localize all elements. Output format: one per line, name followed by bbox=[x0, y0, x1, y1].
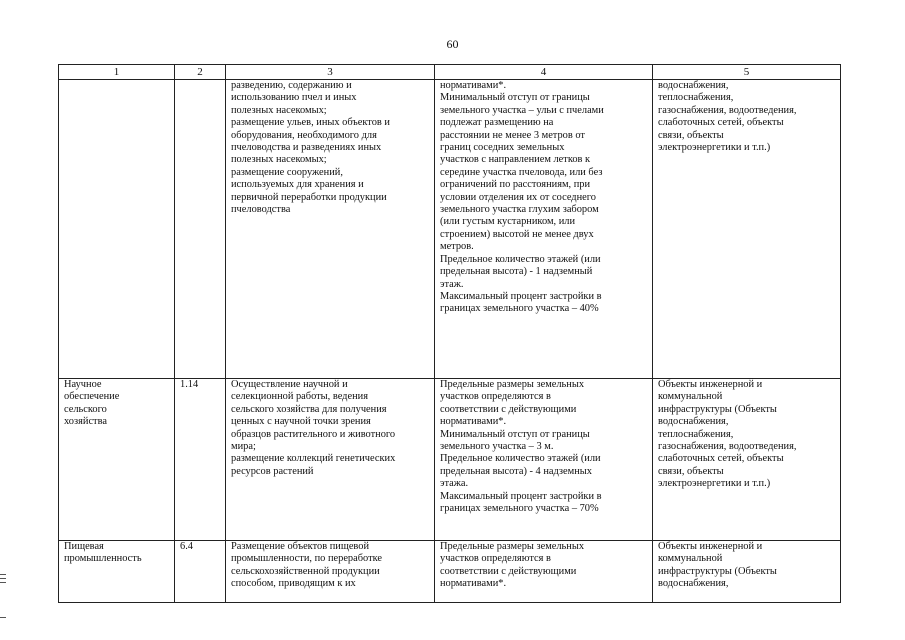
cell-line: земельного участка – 3 м. bbox=[440, 441, 554, 453]
cell-code bbox=[175, 379, 226, 541]
cell-line: соответствии с действующими bbox=[440, 403, 577, 415]
column-header: 5 bbox=[653, 65, 841, 80]
column-header: 2 bbox=[175, 65, 226, 80]
cell-infrastructure bbox=[653, 80, 841, 379]
cell-infrastructure bbox=[653, 379, 841, 541]
cell-parameters bbox=[435, 541, 653, 603]
cell-line: коммунальной bbox=[658, 391, 723, 403]
cell-description bbox=[226, 541, 435, 603]
cell-parameters bbox=[435, 80, 653, 379]
cell-line: метров. bbox=[440, 241, 474, 253]
cell-line: сельского bbox=[64, 403, 107, 415]
cell-line: способом, приводящим к их bbox=[231, 578, 356, 590]
cell-infrastructure bbox=[653, 541, 841, 603]
cell-line: этажа. bbox=[440, 478, 469, 490]
cell-line: строением) высотой не менее двух bbox=[440, 228, 594, 240]
cell-line: нормативами*. bbox=[440, 578, 507, 590]
cell-line: Размещение объектов пищевой bbox=[231, 541, 370, 552]
cell-line: земельного участка – ульи с пчелами bbox=[440, 104, 604, 116]
cell-land-use-name bbox=[59, 379, 175, 541]
cell-line: инфраструктуры (Объекты bbox=[658, 565, 777, 577]
cell-line: участков определяются в bbox=[440, 391, 551, 403]
cell-line: мира; bbox=[231, 441, 256, 453]
cell-line: предельная высота) - 4 надземных bbox=[440, 465, 592, 477]
cell-line: газоснабжения, водоотведения, bbox=[658, 104, 797, 116]
table-row bbox=[59, 379, 841, 541]
cell-line: расстоянии не менее 3 метров от bbox=[440, 129, 585, 141]
cell-parameters bbox=[435, 379, 653, 541]
cell-land-use-name bbox=[59, 541, 175, 603]
cell-code bbox=[175, 541, 226, 603]
cell-line: ценных с научной точки зрения bbox=[231, 416, 371, 428]
cell-line: 6.4 bbox=[180, 541, 193, 552]
cell-line: слаботочных сетей, объекты bbox=[658, 453, 784, 465]
cell-line: используемых для хранения и bbox=[231, 179, 364, 191]
cell-line: Минимальный отступ от границы bbox=[440, 92, 590, 104]
cell-line: слаботочных сетей, объекты bbox=[658, 117, 784, 129]
cell-line: Минимальный отступ от границы bbox=[440, 428, 590, 440]
cell-code bbox=[175, 80, 226, 379]
cell-line: теплоснабжения, bbox=[658, 92, 734, 104]
cell-line: этаж. bbox=[440, 278, 464, 290]
cell-line: ограничений по расстояниям, при bbox=[440, 179, 591, 191]
cell-line: водоснабжения, bbox=[658, 578, 729, 590]
cell-line: размещение сооружений, bbox=[231, 166, 343, 178]
cell-line: связи, объекты bbox=[658, 129, 724, 141]
cell-line: газоснабжения, водоотведения, bbox=[658, 441, 797, 453]
cell-line: Объекты инженерной и bbox=[658, 379, 763, 390]
cell-line: первичной переработки продукции bbox=[231, 191, 387, 203]
cell-line: хозяйства bbox=[64, 416, 107, 428]
cell-line: Осуществление научной и bbox=[231, 379, 348, 390]
cell-line: пчеловодства bbox=[231, 204, 291, 216]
scan-edge-mark bbox=[0, 617, 6, 618]
cell-line: теплоснабжения, bbox=[658, 428, 734, 440]
cell-line: Предельные размеры земельных bbox=[440, 379, 585, 390]
scan-edge-mark bbox=[0, 578, 6, 579]
cell-line: обеспечение bbox=[64, 391, 120, 403]
cell-line: коммунальной bbox=[658, 553, 723, 565]
cell-line: Предельное количество этажей (или bbox=[440, 453, 601, 465]
cell-line: селекционной работы, ведения bbox=[231, 391, 368, 403]
cell-land-use-name bbox=[59, 80, 175, 379]
cell-line: Объекты инженерной и bbox=[658, 541, 763, 552]
cell-line: Предельные размеры земельных bbox=[440, 541, 585, 552]
cell-line: Предельное количество этажей (или bbox=[440, 253, 601, 265]
cell-line: (или густым кустарником, или bbox=[440, 216, 576, 228]
table-row bbox=[59, 541, 841, 603]
cell-line: использованию пчел и иных bbox=[231, 92, 357, 104]
cell-line: нормативами*. bbox=[440, 80, 507, 91]
column-header: 3 bbox=[226, 65, 435, 80]
cell-line: оборудования, необходимого для bbox=[231, 129, 377, 141]
cell-line: подлежат размещению на bbox=[440, 117, 554, 129]
cell-line: 1.14 bbox=[180, 379, 199, 390]
cell-line: земельного участка глухим забором bbox=[440, 204, 599, 216]
cell-line: промышленности, по переработке bbox=[231, 553, 383, 565]
cell-description bbox=[226, 80, 435, 379]
table-row bbox=[59, 80, 841, 379]
column-header: 4 bbox=[435, 65, 653, 80]
column-header: 1 bbox=[59, 65, 175, 80]
cell-line: нормативами*. bbox=[440, 416, 507, 428]
cell-line: участков с направлением летков к bbox=[440, 154, 591, 166]
regulations-table bbox=[58, 64, 841, 603]
cell-line: полезных насекомых; bbox=[231, 154, 327, 166]
cell-line: связи, объекты bbox=[658, 465, 724, 477]
cell-line: размещение ульев, иных объектов и bbox=[231, 117, 390, 129]
cell-line: промышленность bbox=[64, 553, 142, 565]
table-header-row bbox=[59, 65, 841, 80]
cell-line: соответствии с действующими bbox=[440, 565, 577, 577]
scan-edge-mark bbox=[0, 582, 6, 583]
cell-line: Максимальный процент застройки в bbox=[440, 490, 602, 502]
cell-line: инфраструктуры (Объекты bbox=[658, 403, 777, 415]
cell-line: Максимальный процент застройки в bbox=[440, 290, 602, 302]
cell-line: Научное bbox=[64, 379, 102, 390]
cell-line: Пищевая bbox=[64, 541, 104, 552]
cell-line: границах земельного участка – 40% bbox=[440, 303, 599, 315]
cell-description bbox=[226, 379, 435, 541]
cell-line: электроэнергетики и т.п.) bbox=[658, 142, 771, 154]
cell-line: ресурсов растений bbox=[231, 465, 314, 477]
cell-line: размещение коллекций генетических bbox=[231, 453, 396, 465]
cell-line: условии отделения их от соседнего bbox=[440, 191, 596, 203]
cell-line: середине участка пчеловода, или без bbox=[440, 166, 603, 178]
page-number: 60 bbox=[446, 37, 459, 51]
cell-line: предельная высота) - 1 надземный bbox=[440, 266, 593, 278]
cell-line: разведению, содержанию и bbox=[231, 80, 352, 91]
cell-line: границах земельного участка – 70% bbox=[440, 503, 599, 515]
cell-line: образцов растительного и животного bbox=[231, 428, 396, 440]
cell-line: пчеловодства и разведениях иных bbox=[231, 142, 382, 154]
cell-line: водоснабжения, bbox=[658, 80, 729, 91]
scan-edge-mark bbox=[0, 574, 6, 575]
cell-line: водоснабжения, bbox=[658, 416, 729, 428]
cell-line: участков определяются в bbox=[440, 553, 551, 565]
cell-line: сельскохозяйственной продукции bbox=[231, 565, 380, 577]
cell-line: границ соседних земельных bbox=[440, 142, 565, 154]
cell-line: сельского хозяйства для получения bbox=[231, 403, 387, 415]
cell-line: полезных насекомых; bbox=[231, 104, 327, 116]
cell-line: электроэнергетики и т.п.) bbox=[658, 478, 771, 490]
